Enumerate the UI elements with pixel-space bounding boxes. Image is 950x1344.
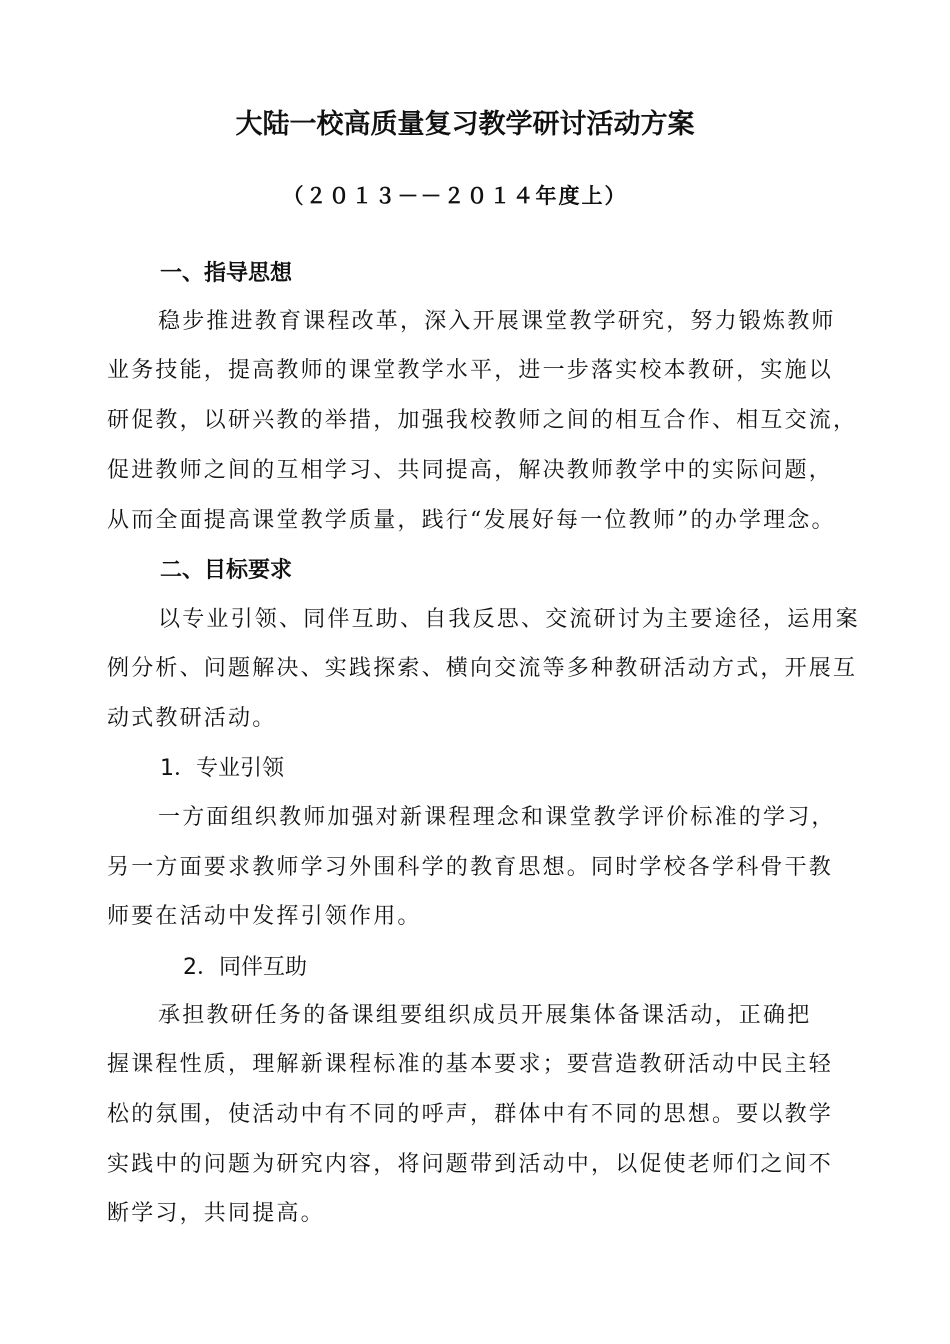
paragraph-line: 动式教研活动。 [107, 706, 277, 731]
paragraph-line: 促进教师之间的互相学习、共同提高，解决教师教学中的实际问题， [107, 458, 834, 483]
paragraph-line: 松的氛围，使活动中有不同的呼声，群体中有不同的思想。要以教学 [107, 1102, 834, 1127]
paragraph-line: 稳步推进教育课程改革，深入开展课堂教学研究，努力锻炼教师 [158, 309, 836, 334]
subsection-heading-peer-assistance: 2．同伴互助 [183, 955, 307, 980]
paragraph-line: 研促教，以研兴教的举措，加强我校教师之间的相互合作、相互交流， [107, 408, 858, 433]
document-title: 大陆一校高质量复习教学研讨活动方案 [235, 109, 695, 140]
section-heading-guiding-ideology: 一、指导思想 [160, 261, 293, 286]
paragraph-line: 以专业引领、同伴互助、自我反思、交流研讨为主要途径，运用案 [158, 607, 860, 632]
section-heading-goals: 二、目标要求 [160, 558, 293, 583]
paragraph-line: 师要在活动中发挥引领作用。 [107, 904, 422, 929]
document-subtitle: （２０１３－－２０１４年度上） [282, 184, 628, 208]
subsection-heading-professional-guidance: 1．专业引领 [160, 756, 284, 781]
paragraph-line: 另一方面要求教师学习外围科学的教育思想。同时学校各学科骨干教 [107, 855, 834, 880]
paragraph-line: 握课程性质，理解新课程标准的基本要求；要营造教研活动中民主轻 [107, 1052, 834, 1077]
paragraph-line: 例分析、问题解决、实践探索、横向交流等多种教研活动方式，开展互 [107, 656, 858, 681]
paragraph-line: 承担教研任务的备课组要组织成员开展集体备课活动，正确把 [158, 1003, 812, 1028]
paragraph-line: 从而全面提高课堂教学质量，践行“发展好每一位教师”的办学理念。 [107, 508, 836, 533]
paragraph-line: 实践中的问题为研究内容，将问题带到活动中，以促使老师们之间不 [107, 1152, 834, 1177]
paragraph-line: 一方面组织教师加强对新课程理念和课堂教学评价标准的学习， [158, 805, 836, 830]
paragraph-line: 业务技能，提高教师的课堂教学水平，进一步落实校本教研，实施以 [107, 358, 834, 383]
paragraph-line: 断学习，共同提高。 [107, 1201, 325, 1226]
